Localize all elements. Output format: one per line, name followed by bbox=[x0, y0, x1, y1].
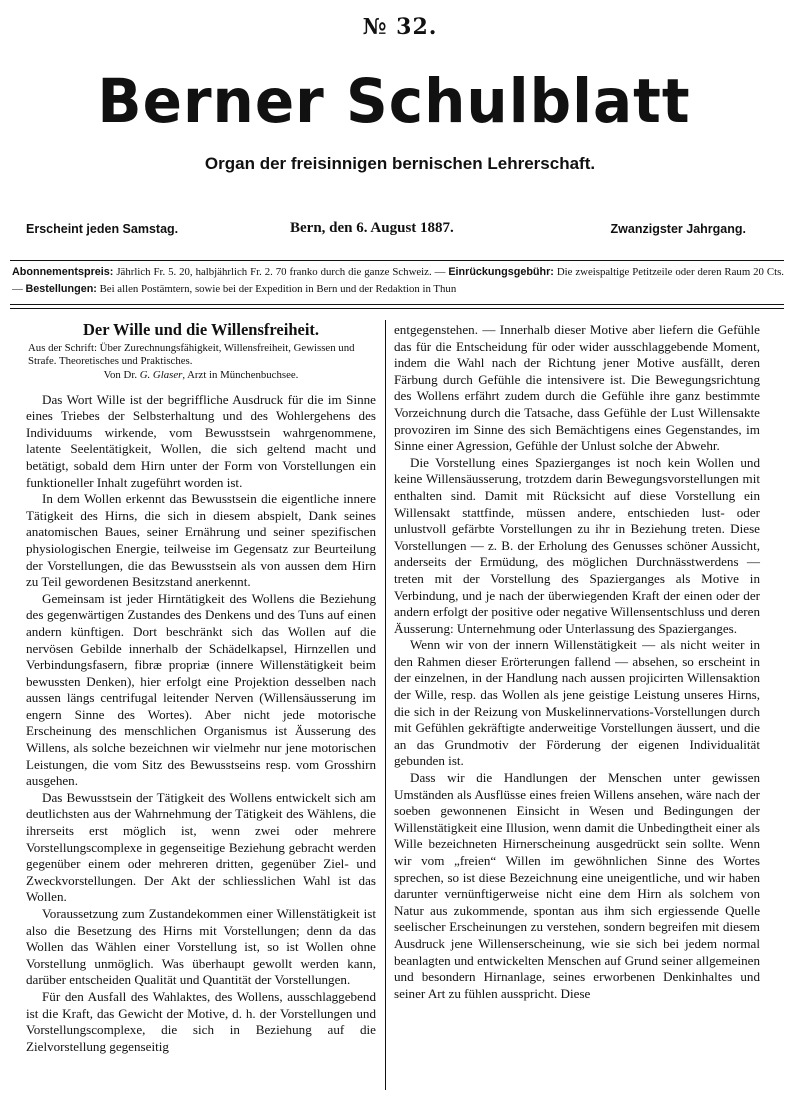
paragraph: Dass wir die Handlungen der Menschen unter gewissen Umständen als Ausflüsse eines freien Willens ansehen, wäre nach der soeben gewonnenen Einsicht in Wesen und Bedingungen der Willenstätigkeit eine Illusion, wenn damit die Unbedingtheit einer als Wille bezeichneten Hirnerscheinung ausgedrückt sein sollte. Wenn wir vom „freien“ Willen im gewöhnlichen Sinne des Wortes sprechen, so ist diese Bezeichnung eine uneigentliche, und wir haben darunter vernünftigerweise nicht eine dem Hirn als solchem von Natur aus zukommende, spontan aus ihm sich ergiessende Quelle seelischer Erscheinungen zu verstehen, sondern begreifen mit diesem Ausdruck jene Willenserscheinung, wie sie sich bei jedem normal beanlagten und entwickelten Menschen auf Grund seiner allgemeinen und besondern Hirnanlage, seines erworbenen Denkinhaltes und seiner Art zu fühlen ausspricht. Diese bbox=[394, 770, 760, 1001]
subscription-info bbox=[12, 264, 784, 298]
masthead-title: Berner Schulblatt bbox=[97, 65, 691, 137]
paragraph: Das Wort Wille ist der begriffliche Ausdruck für die im Sinne eines Triebes der Selbsterhaltung und des Wohlergehens des Individuums wirkende, vom Bewusstsein wahrgenommene, latente Seelentätigkeit, Wollen, die sich geltend macht und betätigt, sobald dem Hirn unter der Form von Vorstellungen ein funktioneller Inhalt zugeführt worden ist. bbox=[26, 391, 376, 490]
left-column bbox=[26, 322, 376, 1055]
article-title: Der Wille und die Willensfreiheit. bbox=[82, 320, 320, 339]
paragraph: Gemeinsam ist jeder Hirntätigkeit des Wollens die Beziehung des gegenwärtigen Zustandes des Denkens und des Tuns auf einen andern künftigen. Dort beschränkt sich das Wollen auf die nervösen Gebilde innerhalb der Schädelkapsel, Hirnzellen und Verbindungsfasern, fibræ propriæ (innere Willenstätigkeit beim bewussten Denken), hier erfolgt eine Projektion desselben nach aussen längs centrifugal leitender Nerven (Willensäusserung im engern Sinne des Wortes). Aber nicht jede motorische Erscheinung des menschlichen Organismus ist Äusserung des Willens, als solche bezeichnen wir vielmehr nur jene motorischen Leistungen, die vom Sitz des Bewusstseins resp. vom Grosshirn ausgehen. bbox=[26, 590, 376, 789]
article-author bbox=[26, 369, 376, 382]
bottom-divider bbox=[10, 304, 784, 305]
bottom-divider-double bbox=[10, 308, 784, 309]
top-divider bbox=[10, 260, 784, 261]
orders-label: Bestellungen: bbox=[25, 283, 97, 295]
paragraph: Das Bewusstsein der Tätigkeit des Wollens entwickelt sich am deutlichsten aus der Wahrnehmung der Tätigkeit des Wählens, die ihrerseits erst möglich ist, wenn zwei oder mehrere Vorstellungscomplexe in gegenseitige Beziehung gebracht werden gegenüber einem oder mehreren dritten, gegenüber Ziel- und Zweckvorstellungen. Der Akt der schliesslichen Wahl ist das Wollen. bbox=[26, 789, 376, 905]
subscription-price-text: Jährlich Fr. 5. 20, halbjährlich Fr. 2. 70 franko durch die ganze Schweiz. — bbox=[113, 266, 449, 278]
right-column bbox=[394, 322, 760, 1002]
paragraph: Die Vorstellung eines Spazierganges ist noch kein Wollen und keine Willensäusserung, trotzdem darin Bewegungsvorstellungen mit enthalten sind. Damit mit Rücksicht auf diese Vorstellung ein Willensakt stattfinde, müssen andere, entschieden lust- oder unlustvoll gefärbte Vorstellungen zu ihr in Beziehung treten. Diese Vorstellungen — z. B. der Erholung des Genusses schöner Aussicht, anderseits der Ermüdung, des möglichen Durchnässtwerdens — treten mit der Vorstellung des Spazierganges als Motive in Verbindung, und je nach der überwiegenden Kraft der einen oder der andern erfolgt der positive oder negative Willensentschluss und deren Äusserung: Unternehmung oder Unterlassung des Spazierganges. bbox=[394, 454, 760, 636]
volume-year: Zwanzigster Jahrgang. bbox=[610, 222, 746, 236]
paragraph: In dem Wollen erkennt das Bewusstsein die eigentliche innere Tätigkeit des Hirns, die sich in diesem abspielt, Dank seines anatomischen Baues, seiner Ernährung und seiner spezifischen physiologischen Energie, teilweise im Gegensatz zur Beurteilung der Vorstellungen, die das Bewusstsein als von aussen dem Hirn zu Teil gewordenen Besitzstand anerkennt. bbox=[26, 491, 376, 590]
author-name: G. Glaser bbox=[139, 368, 183, 381]
author-prefix: Von Dr. bbox=[103, 368, 140, 381]
column-divider bbox=[385, 320, 386, 1090]
insertion-fee-text: Die zweispaltige Petitzeile oder deren Raum 20 Cts. — bbox=[12, 266, 784, 295]
paragraph: Wenn wir von der innern Willenstätigkeit — als nicht weiter in den Rahmen dieser Erörterungen fallend — absehen, so erscheint in der einzelnen, in der Handlung nach aussen projicirten Willensaktion der Wille, resp. das Wollen als jene geistige Leistung unseres Hirns, die sich in der Reizung von Muskelinnervations-Vorstellungen durch mit Gefühlen gekräftigte anderweitige Vorstellungen äussert, und die an das Grundmotiv der Förderung der eigenen Individualität gebunden ist. bbox=[394, 637, 760, 769]
insertion-fee-label: Einrückungsgebühr: bbox=[448, 266, 554, 278]
article-source: Aus der Schrift: Über Zurechnungsfähigkeit, Willensfreiheit, Gewissen und Strafe. Theoretisches und Praktisches. bbox=[28, 341, 355, 367]
masthead-subtitle: Organ der freisinnigen bernischen Lehrerschaft. bbox=[204, 154, 596, 173]
subscription-price-label: Abonnementspreis: bbox=[12, 266, 114, 278]
paragraph: Voraussetzung zum Zustandekommen einer Willenstätigkeit ist also die Besetzung des Hirns mit Vorstellungen; denn da das Wollen das Wählen einer Vorstellung ist, so ist Wollen ohne Vorstellung unmöglich. Was überhaupt gewollt werden kann, darüber entscheiden Qualität und Quantität der Vorstellungen. bbox=[26, 906, 376, 988]
paragraph: entgegenstehen. — Innerhalb dieser Motive aber liefern die Gefühle das für die Entscheidung für oder wider ausschlaggebende Moment, indem die Wahl nach der Richtung jener Motive ausfällt, deren Färbung durch Gefühle die intensivere ist. Die Bewegungsrichtung des Wollens erfährt zudem durch die Gefühle ihre ganz bestimmte Vorzeichnung durch die Tatsache, dass Gefühle der Lust Willensakte provoziren im Sinne des sich Bemächtigens eines Gegenstandes, im Sinne einer Agression, Gefühle der Unlust solche der Abwehr. bbox=[394, 322, 760, 454]
paragraph: Für den Ausfall des Wahlaktes, des Wollens, ausschlaggebend ist die Kraft, das Gewicht der Motive, d. h. der Vorstellungen und Vorstellungscomplexe, die sich in Beziehung auf die Zielvorstellung gegenseitig bbox=[26, 988, 376, 1054]
publication-frequency: Erscheint jeden Samstag. bbox=[26, 222, 179, 236]
author-suffix: , Arzt in Münchenbuchsee. bbox=[182, 368, 299, 381]
orders-text: Bei allen Postämtern, sowie bei der Expedition in Bern und der Redaktion in Thun bbox=[96, 283, 457, 295]
publication-date: Bern, den 6. August 1887. bbox=[290, 220, 454, 236]
issue-number: № 32. bbox=[362, 14, 438, 40]
dateline bbox=[26, 220, 746, 242]
